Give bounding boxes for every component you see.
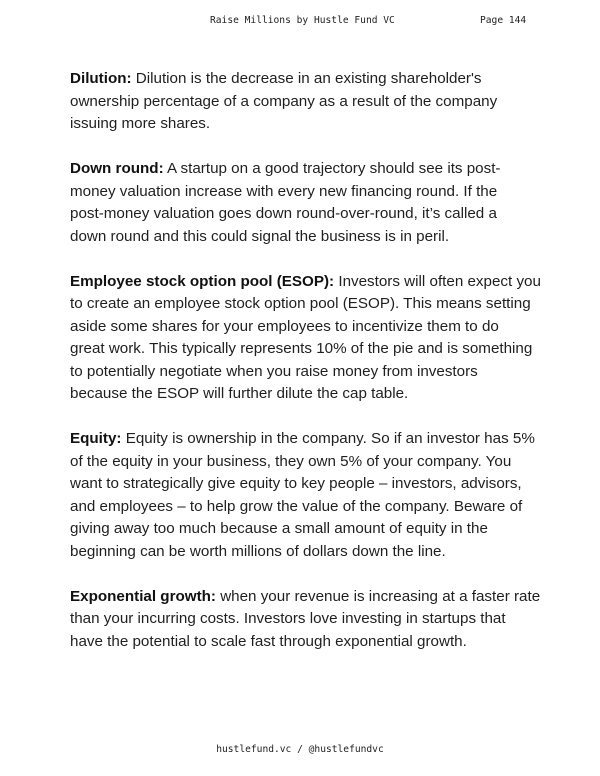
definition-text: money valuation increase with every new financing round. If the — [70, 182, 498, 200]
definition-text: want to strategically give equity to key people – investors, advisors, — [70, 475, 522, 492]
glossary-term: Employee stock option pool (ESOP): — [70, 272, 335, 290]
text-line — [70, 338, 540, 361]
glossary-entry — [70, 271, 540, 406]
text-line — [70, 361, 540, 384]
text-line — [70, 541, 540, 564]
definition-text: beginning can be worth millions of dollars down the line. — [70, 542, 446, 560]
definition-text: issuing more shares. — [70, 115, 211, 132]
text-line — [70, 203, 540, 226]
text-line — [70, 451, 540, 474]
definition-text: A startup on a good trajectory should see its post- — [163, 160, 501, 177]
definition-text: Investors will often expect you — [334, 272, 541, 290]
definition-text: than your incurring costs. Investors love investing in startups that — [70, 610, 506, 627]
definition-text: down round and this could signal the business is in peril. — [70, 227, 450, 245]
glossary-body — [70, 68, 540, 676]
definition-text: post-money valuation goes down round-over-round, it’s called a — [70, 205, 497, 222]
text-line — [70, 293, 540, 316]
text-line — [70, 518, 540, 541]
definition-text: Dilution is the decrease in an existing shareholder's — [131, 70, 482, 87]
text-line — [70, 226, 540, 249]
definition-text: aside some shares for your employees to incentivize them to do — [70, 317, 499, 335]
definition-text: great work. This typically represents 10% of the pie and is something — [70, 340, 533, 357]
text-line — [70, 586, 540, 609]
text-line — [70, 428, 540, 451]
glossary-term: Exponential growth: — [70, 587, 216, 605]
definition-text: when your revenue is increasing at a faster rate — [215, 587, 541, 605]
text-line — [70, 608, 540, 631]
definition-text: giving away too much because a small amount of equity in the — [70, 520, 488, 537]
definition-text: of the equity in your business, they own 5% of your company. You — [70, 452, 512, 470]
definition-text: have the potential to scale fast through exponential growth. — [70, 632, 467, 650]
glossary-entry — [70, 158, 540, 248]
text-line — [70, 68, 540, 91]
glossary-term: Equity: — [70, 430, 122, 447]
glossary-entry — [70, 68, 540, 136]
definition-text: and employees – to help grow the value of the company. Beware of — [70, 497, 523, 515]
text-line — [70, 158, 540, 181]
glossary-term: Dilution: — [70, 70, 132, 87]
text-line — [70, 383, 540, 406]
glossary-entry — [70, 428, 540, 563]
definition-text: because the ESOP will further dilute the cap table. — [70, 385, 409, 402]
glossary-entry — [70, 586, 540, 654]
text-line — [70, 271, 540, 294]
document-title: Raise Millions by Hustle Fund VC — [210, 15, 395, 26]
text-line — [70, 316, 540, 339]
text-line — [70, 496, 540, 519]
definition-text: Equity is ownership in the company. So if an investor has 5% — [121, 430, 535, 447]
text-line — [70, 473, 540, 496]
page-number: Page 144 — [480, 15, 527, 26]
text-line — [70, 91, 540, 114]
text-line — [70, 631, 540, 654]
text-line — [70, 113, 540, 136]
definition-text: ownership percentage of a company as a result of the company — [70, 92, 498, 110]
glossary-term: Down round: — [70, 160, 164, 177]
definition-text: to create an employee stock option pool (ESOP). This means setting — [70, 295, 531, 312]
text-line — [70, 181, 540, 204]
definition-text: to potentially negotiate when you raise money from investors — [70, 362, 478, 380]
footer-text: hustlefund.vc / @hustlefundvc — [216, 744, 384, 755]
